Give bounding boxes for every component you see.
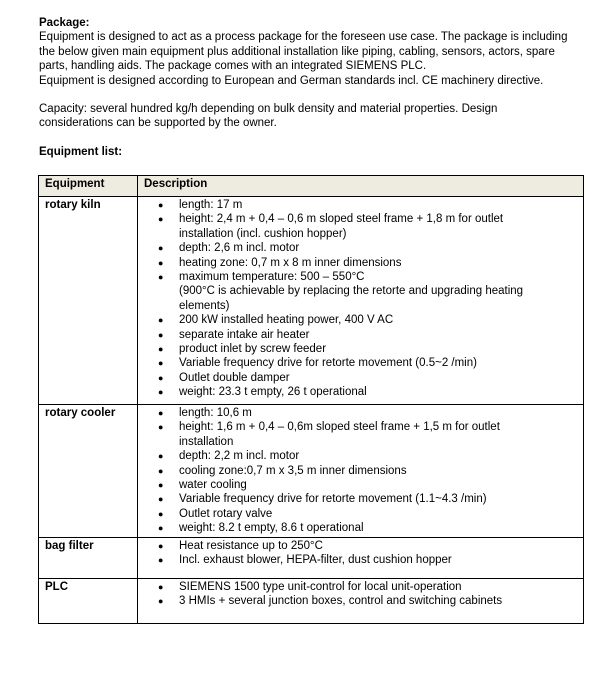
bullet-icon: ●: [158, 408, 164, 418]
list-item: [144, 539, 577, 553]
item-text: length: 10,6 m: [179, 407, 252, 419]
package-text-line: Equipment is designed to act as a process package for the foreseen use case. The package is including: [39, 31, 568, 44]
description-list: [144, 198, 577, 400]
item-text: Outlet double damper: [179, 371, 290, 384]
bullet-icon: ●: [158, 422, 164, 433]
item-text: separate intake air heater: [179, 328, 310, 341]
bullet-icon: ●: [158, 387, 164, 398]
bullet-icon: ●: [158, 344, 164, 355]
list-item: [144, 420, 577, 449]
list-item: [144, 580, 577, 594]
bullet-icon: ●: [158, 480, 164, 491]
list-item: [144, 406, 577, 420]
list-item: [144, 328, 577, 342]
bullet-icon: ●: [158, 523, 164, 534]
bullet-icon: ●: [158, 494, 164, 505]
document-page: [39, 16, 599, 171]
bullet-icon: ●: [158, 555, 164, 566]
package-heading: Package:: [39, 17, 90, 29]
item-text: 3 HMIs + several junction boxes, control and switching cabinets: [179, 595, 503, 608]
description-list: [144, 406, 577, 536]
bullet-icon: ●: [158, 257, 164, 268]
item-text: depth: 2,6 m incl. motor: [179, 242, 300, 255]
list-item: [144, 553, 577, 567]
item-text: 200 kW installed heating power, 400 V AC: [179, 314, 394, 327]
description-cell: [138, 405, 584, 538]
bullet-icon: ●: [158, 372, 164, 383]
item-text-continuation: elements): [179, 299, 230, 312]
bullet-icon: ●: [158, 243, 164, 254]
table-row: [39, 405, 584, 538]
item-text: weight: 8.2 t empty, 8.6 t operational: [179, 522, 364, 535]
header-equipment: Equipment: [39, 176, 138, 197]
item-text: length: 17 m: [179, 199, 243, 211]
list-item: [144, 212, 577, 241]
list-item: [144, 198, 577, 212]
description-cell: [138, 578, 584, 623]
bullet-icon: ●: [158, 214, 164, 225]
table-row: [39, 197, 584, 405]
list-item: [144, 371, 577, 385]
capacity-line: Capacity: several hundred kg/h depending on bulk density and material properties. Design: [39, 103, 498, 116]
item-text-continuation: installation (incl. cushion hopper): [179, 227, 347, 240]
package-text-line: the below given main equipment plus additional installation like piping, cabling, sensors, actors, spare: [39, 45, 555, 58]
description-cell: [138, 537, 584, 578]
item-text: depth: 2,2 m incl. motor: [179, 450, 300, 463]
item-text: maximum temperature: 500 – 550°C: [179, 271, 365, 284]
table-row: [39, 537, 584, 578]
item-text: Variable frequency drive for retorte movement (1.1~4.3 /min): [179, 493, 487, 506]
list-item: [144, 385, 577, 399]
bullet-icon: ●: [158, 581, 164, 592]
capacity-line: considerations can be supported by the owner.: [39, 117, 277, 130]
list-item: [144, 521, 577, 535]
item-text-continuation: installation: [179, 435, 234, 448]
list-item: [144, 478, 577, 492]
description-list: [144, 539, 577, 568]
list-item: [144, 507, 577, 521]
description-cell: [138, 197, 584, 405]
equipment-name-cell: bag filter: [39, 537, 138, 578]
list-item: [144, 356, 577, 370]
item-text: cooling zone:0,7 m x 3,5 m inner dimensions: [179, 464, 407, 477]
list-item: [144, 449, 577, 463]
bullet-icon: ●: [158, 200, 164, 210]
table-row: [39, 578, 584, 623]
item-text: Heat resistance up to 250°C: [179, 539, 323, 552]
item-text: height: 1,6 m + 0,4 – 0,6m sloped steel frame + 1,5 m for outlet: [179, 421, 500, 434]
item-text: Outlet rotary valve: [179, 507, 273, 520]
bullet-icon: ●: [158, 451, 164, 462]
item-text: heating zone: 0,7 m x 8 m inner dimensions: [179, 256, 402, 269]
item-text-continuation: (900°C is achievable by replacing the retorte and upgrading heating: [179, 285, 524, 298]
bullet-icon: ●: [158, 329, 164, 340]
table-header-row: [39, 176, 584, 197]
list-item: [144, 594, 577, 608]
package-text-line: parts, handling aids. The package comes with an integrated SIEMENS PLC.: [39, 60, 427, 73]
equipment-table: [38, 175, 584, 624]
package-text-line: Equipment is designed according to European and German standards incl. CE machinery directive.: [39, 74, 544, 87]
bullet-icon: ●: [158, 315, 164, 326]
item-text: product inlet by screw feeder: [179, 343, 327, 356]
bullet-icon: ●: [158, 465, 164, 476]
item-text: weight: 23.3 t empty, 26 t operational: [179, 386, 367, 399]
equipment-name-cell: PLC: [39, 578, 138, 623]
list-item: [144, 492, 577, 506]
bullet-icon: ●: [158, 508, 164, 519]
equipment-list-heading: Equipment list:: [39, 145, 123, 158]
equipment-name-cell: rotary cooler: [39, 405, 138, 538]
description-list: [144, 580, 577, 609]
capacity-paragraph: [39, 102, 599, 131]
bullet-icon: ●: [158, 596, 164, 607]
list-item: [144, 342, 577, 356]
item-text: height: 2,4 m + 0,4 – 0,6 m sloped steel frame + 1,8 m for outlet: [179, 213, 504, 226]
list-item: [144, 256, 577, 270]
item-text: SIEMENS 1500 type unit-control for local unit-operation: [179, 580, 462, 593]
list-item: [144, 270, 577, 313]
bullet-icon: ●: [158, 272, 164, 283]
item-text: Variable frequency drive for retorte movement (0.5~2 /min): [179, 357, 477, 370]
list-item: [144, 313, 577, 327]
bullet-icon: ●: [158, 358, 164, 369]
list-item: [144, 241, 577, 255]
equipment-name-cell: rotary kiln: [39, 197, 138, 405]
header-description: Description: [138, 176, 584, 197]
list-item: [144, 464, 577, 478]
item-text: water cooling: [179, 479, 247, 492]
item-text: Incl. exhaust blower, HEPA-filter, dust cushion hopper: [179, 554, 452, 567]
bullet-icon: ●: [158, 540, 164, 551]
